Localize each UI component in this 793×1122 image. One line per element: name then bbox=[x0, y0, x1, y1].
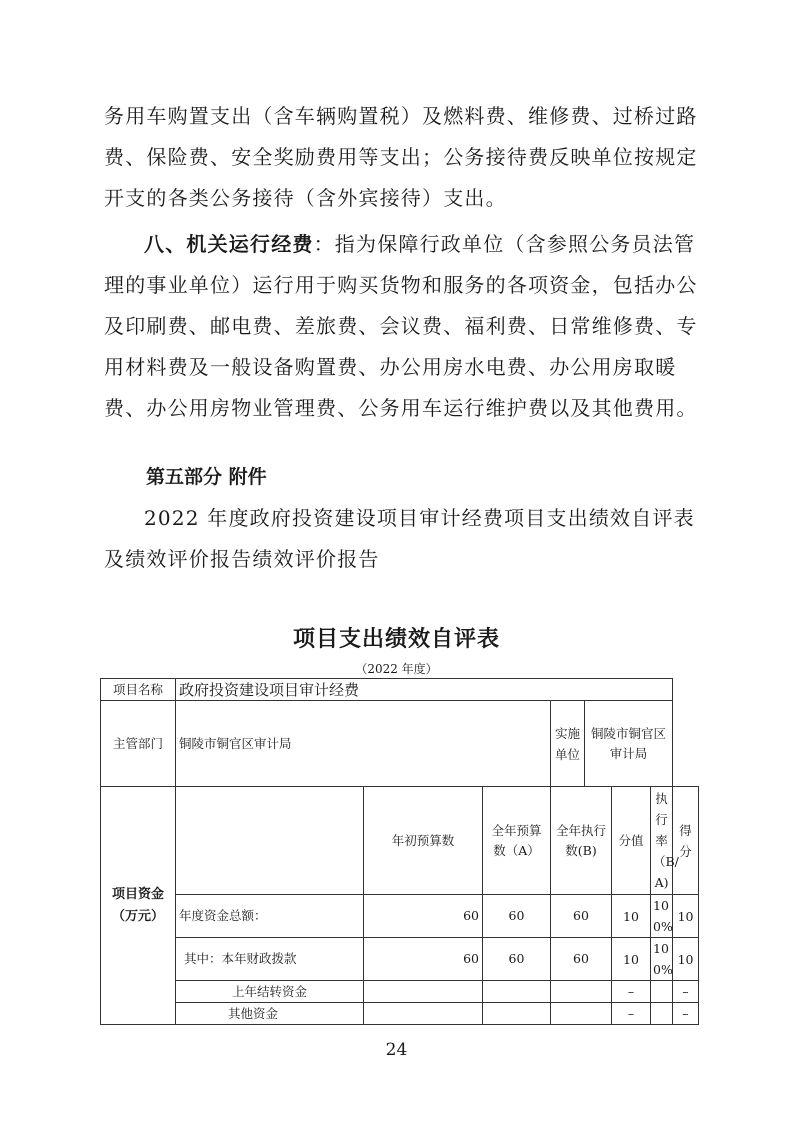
table-title: 项目支出绩效自评表 bbox=[292, 627, 500, 652]
table-row bbox=[101, 938, 699, 981]
row-executed bbox=[551, 981, 612, 1003]
row-label: 其中：本年财政拨款 bbox=[176, 938, 364, 981]
row-score-value: – bbox=[612, 1003, 651, 1025]
header-blank bbox=[176, 787, 364, 895]
row-score: 10 bbox=[673, 895, 699, 938]
row-executed: 60 bbox=[551, 895, 612, 938]
funds-label: 项目资金（万元） bbox=[101, 787, 176, 1025]
header-initial-budget: 年初预算数 bbox=[364, 787, 483, 895]
row-department bbox=[101, 701, 699, 787]
paragraph-operating-expenses bbox=[104, 224, 704, 429]
header-score-value: 分值 bbox=[612, 787, 651, 895]
row-score-value: – bbox=[612, 981, 651, 1003]
table-row bbox=[101, 1003, 699, 1025]
impl-label: 实施单位 bbox=[551, 701, 585, 787]
dept-value: 铜陵市铜官区审计局 bbox=[176, 701, 551, 787]
row-label: 其他资金 bbox=[176, 1003, 364, 1025]
row-initial: 60 bbox=[364, 938, 483, 981]
impl-value: 铜陵市铜官区审计局 bbox=[585, 701, 673, 787]
operating-expenses-text: ：指为保障行政单位（含参照公务员法管理的事业单位）运行用于购买货物和服务的各项资金，包括办公及印刷费、邮电费、差旅费、会议费、福利费、日常维修费、专用材料费及一般设备购置费、办公用房水电费、办公用房取暖费、办公用房物业管理费、公务用车运行维护费以及其他费用。 bbox=[104, 232, 698, 420]
row-label: 年度资金总额： bbox=[176, 895, 364, 938]
row-score: 10 bbox=[673, 938, 699, 981]
row-executed bbox=[551, 1003, 612, 1025]
operating-expenses-heading: 八、机关运行经费 bbox=[144, 232, 314, 256]
row-label: 上年结转资金 bbox=[176, 981, 364, 1003]
header-executed: 全年执行数(B) bbox=[551, 787, 612, 895]
header-annual-budget: 全年预算数（A） bbox=[483, 787, 551, 895]
row-budget bbox=[483, 1003, 551, 1025]
project-name-value: 政府投资建设项目审计经费 bbox=[176, 679, 673, 701]
row-project-name bbox=[101, 679, 699, 701]
performance-table bbox=[100, 678, 699, 1025]
row-rate: 100% bbox=[651, 938, 673, 981]
row-funds-header bbox=[101, 787, 699, 895]
row-initial bbox=[364, 1003, 483, 1025]
row-rate: 100% bbox=[651, 895, 673, 938]
row-initial: 60 bbox=[364, 895, 483, 938]
row-rate bbox=[651, 981, 673, 1003]
dept-label: 主管部门 bbox=[101, 701, 176, 787]
section-five-heading: 第五部分 附件 bbox=[146, 466, 267, 488]
row-executed: 60 bbox=[551, 938, 612, 981]
row-rate bbox=[651, 1003, 673, 1025]
page-number: 24 bbox=[385, 1040, 408, 1060]
header-exec-rate: 执行率（B/A) bbox=[651, 787, 673, 895]
row-score: – bbox=[673, 1003, 699, 1025]
table-row bbox=[101, 895, 699, 938]
table-row bbox=[101, 981, 699, 1003]
row-budget: 60 bbox=[483, 895, 551, 938]
row-score-value: 10 bbox=[612, 895, 651, 938]
paragraph-vehicle-expenses: 务用车购置支出（含车辆购置税）及燃料费、维修费、过桥过路费、保险费、安全奖励费用等支出；公务接待费反映单位按规定开支的各类公务接待（含外宾接待）支出。 bbox=[104, 104, 698, 210]
header-score: 得分 bbox=[673, 787, 699, 895]
attachment-description: 2022 年度政府投资建设项目审计经费项目支出绩效自评表及绩效评价报告绩效评价报告 bbox=[104, 506, 695, 571]
row-score-value: 10 bbox=[612, 938, 651, 981]
row-budget: 60 bbox=[483, 938, 551, 981]
row-score: – bbox=[673, 981, 699, 1003]
row-budget bbox=[483, 981, 551, 1003]
row-initial bbox=[364, 981, 483, 1003]
project-name-label: 项目名称 bbox=[101, 679, 176, 701]
table-year: （2022 年度） bbox=[355, 662, 438, 676]
